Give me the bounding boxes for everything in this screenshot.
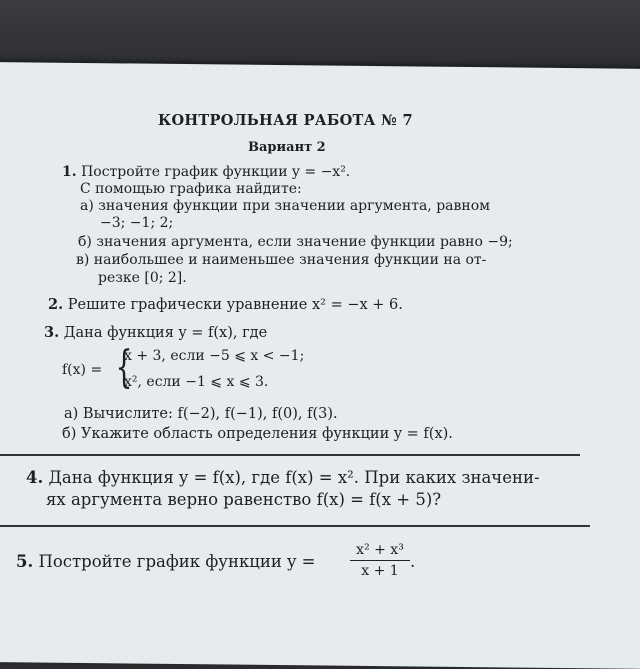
task1-sub: С помощью графика найдите: xyxy=(80,181,302,197)
brace-icon: { xyxy=(115,342,133,393)
task3-line xyxy=(44,324,267,341)
task2-number: 2. xyxy=(48,296,64,313)
fraction-bar xyxy=(350,560,410,561)
task2-text: Решите графически уравнение x² = −x + 6. xyxy=(67,297,403,313)
task4-line2: ях аргумента верно равенство f(x) = f(x + 5)? xyxy=(46,490,442,509)
task3-number: 3. xyxy=(44,324,60,341)
divider-2 xyxy=(0,525,590,527)
fraction-denominator: x + 1 xyxy=(361,563,399,580)
task5-fraction xyxy=(350,542,410,579)
task3-text: Дана функция y = f(x), где xyxy=(63,325,268,341)
task1-c1: в) наибольшее и наименьшее значения функции на от- xyxy=(76,252,487,268)
task1-b: б) значения аргумента, если значение функции равно −9; xyxy=(78,234,513,250)
task1-number: 1. xyxy=(62,164,77,180)
task3-case2: x², если −1 ⩽ x ⩽ 3. xyxy=(124,374,269,390)
task1-c2: резке [0; 2]. xyxy=(98,270,187,286)
task1-a1: а) значения функции при значении аргумента, равном xyxy=(80,198,491,214)
task1-text: Постройте график функции y = −x². xyxy=(81,164,351,180)
variant-label: Вариант 2 xyxy=(248,140,326,155)
fx-label: f(x) = xyxy=(62,362,103,378)
task2-line xyxy=(48,296,403,313)
task4-line1 xyxy=(26,468,540,487)
task1-line xyxy=(62,164,350,180)
task4-text1: Дана функция y = f(x), где f(x) = x². При каких значени- xyxy=(48,468,540,487)
task3-a: а) Вычислите: f(−2), f(−1), f(0), f(3). xyxy=(64,406,338,422)
fraction-numerator: x² + x³ xyxy=(356,542,404,558)
task4-number: 4. xyxy=(26,468,44,487)
task5-text: Постройте график функции y = xyxy=(38,552,316,571)
task5-number: 5. xyxy=(16,552,34,571)
task5-line xyxy=(16,552,316,571)
task3-case1: x + 3, если −5 ⩽ x < −1; xyxy=(124,348,305,364)
task3-b: б) Укажите область определения функции y = f(x). xyxy=(62,426,453,442)
divider-1 xyxy=(0,454,580,456)
task5-end: . xyxy=(410,552,416,571)
task1-a2: −3; −1; 2; xyxy=(100,215,174,231)
page-title: КОНТРОЛЬНАЯ РАБОТА № 7 xyxy=(158,112,413,129)
